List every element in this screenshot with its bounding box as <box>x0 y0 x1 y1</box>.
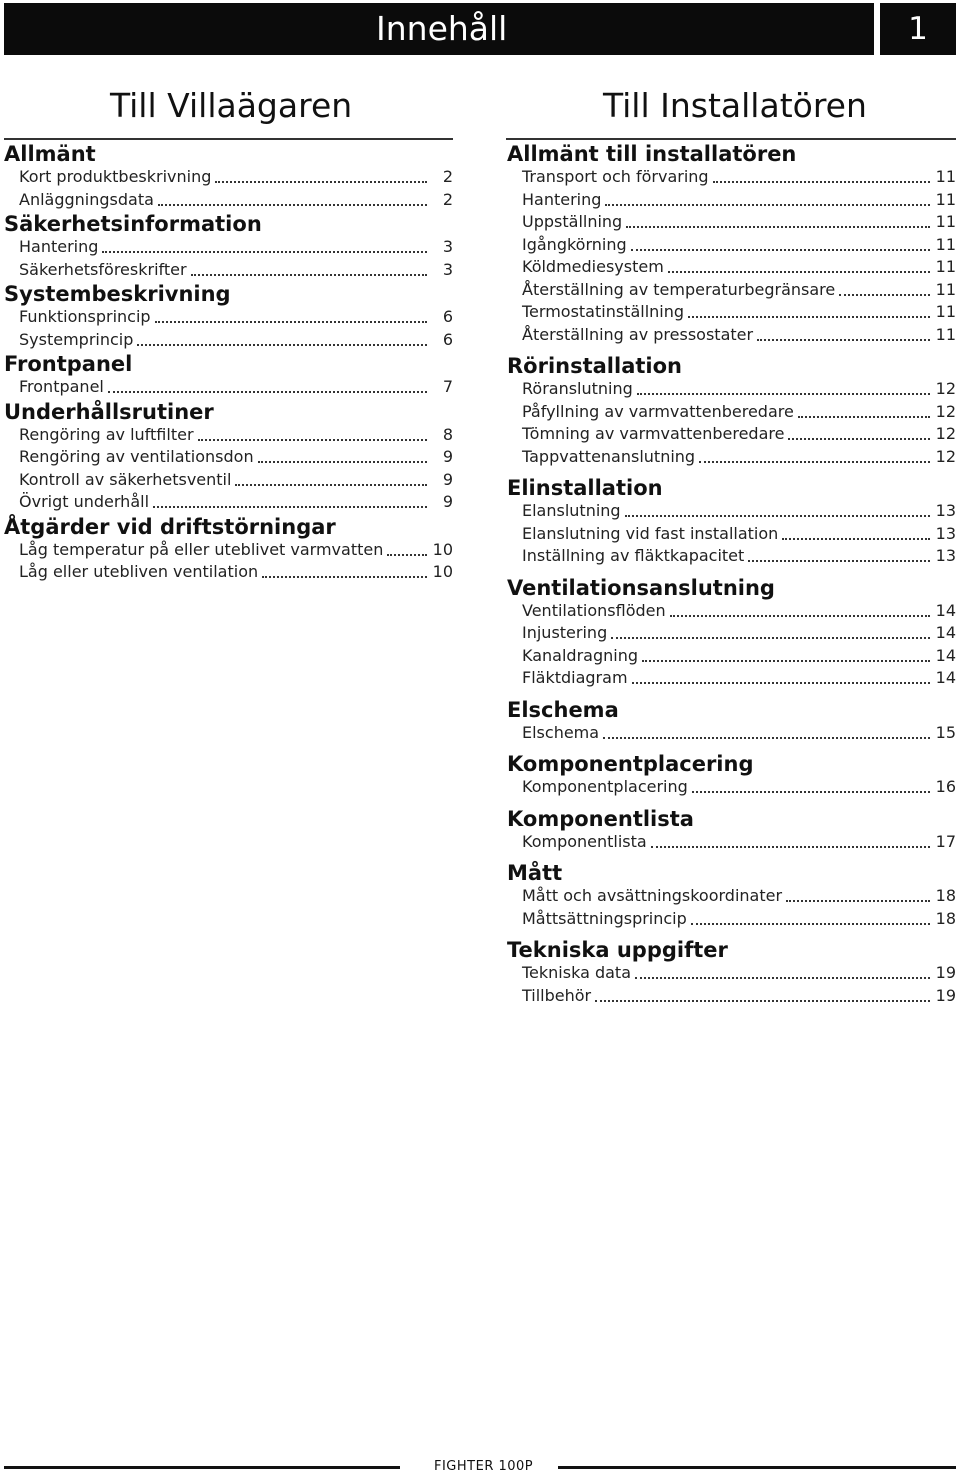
toc-entry-label: Måttsättningsprincip <box>522 908 687 928</box>
section-heading-elschema: Elschema <box>507 697 619 722</box>
toc-entry[interactable] <box>522 831 956 853</box>
toc-entry-label: Frontpanel <box>19 377 104 396</box>
toc-entry[interactable] <box>522 645 956 667</box>
dot-leader <box>155 321 427 323</box>
toc-entry-page: 3 <box>442 237 453 256</box>
toc-entry-page: 14 <box>935 600 956 620</box>
toc-entry[interactable] <box>522 189 956 211</box>
dot-leader <box>688 316 930 318</box>
toc-entry-page: 18 <box>935 886 956 905</box>
toc-entry-label: Hantering <box>522 189 602 209</box>
dot-leader <box>691 923 930 925</box>
dot-leader <box>108 391 427 393</box>
toc-entry-page: 12 <box>935 379 956 398</box>
toc-entry-page: 19 <box>935 985 956 1005</box>
dot-leader <box>603 737 930 739</box>
toc-entry-page: 12 <box>935 401 956 421</box>
toc-entry-label: Låg eller utebliven ventilation <box>19 562 259 581</box>
toc-entry-label: Tappvattenanslutning <box>522 446 696 466</box>
dot-leader <box>642 660 930 662</box>
dot-leader <box>262 576 427 578</box>
toc-entry-page: 14 <box>935 668 956 687</box>
dot-leader <box>798 416 930 418</box>
toc-entry[interactable] <box>522 962 956 984</box>
section-heading-allmant: Allmänt <box>4 142 96 166</box>
toc-entry-page: 2 <box>442 167 453 186</box>
toc-entry-label: Transport och förvaring <box>522 167 709 186</box>
dot-leader <box>605 204 930 206</box>
toc-entry[interactable] <box>522 378 956 400</box>
toc-entry-page: 6 <box>442 329 453 349</box>
dot-leader <box>595 1000 930 1002</box>
toc-entry[interactable] <box>19 561 453 583</box>
toc-entry-page: 16 <box>935 777 956 796</box>
toc-entry-label: Systemprincip <box>19 329 134 349</box>
toc-entry[interactable] <box>19 446 453 468</box>
toc-entry-label: Kontroll av säkerhetsventil <box>19 469 232 489</box>
toc-entry[interactable] <box>522 401 956 423</box>
toc-entry-page: 11 <box>935 302 956 321</box>
toc-entry[interactable] <box>522 600 956 622</box>
toc-entry[interactable] <box>19 469 453 491</box>
toc-entry-page: 11 <box>935 257 956 276</box>
dot-leader <box>839 294 930 296</box>
toc-entry[interactable] <box>19 306 453 328</box>
header-bar <box>4 3 874 55</box>
dot-leader <box>782 538 930 540</box>
dot-leader <box>692 791 930 793</box>
toc-entry[interactable] <box>19 376 453 398</box>
toc-entry[interactable] <box>522 545 956 567</box>
toc-entry[interactable] <box>522 234 956 256</box>
toc-entry-label: Övrigt underhåll <box>19 492 150 511</box>
section-heading-rorinstallation: Rörinstallation <box>507 354 682 378</box>
dot-leader <box>637 393 930 395</box>
left-column-rule <box>4 138 453 140</box>
dot-leader <box>235 484 427 486</box>
section-heading-tekniska-uppgifter: Tekniska uppgifter <box>507 938 728 962</box>
toc-entry-label: Elschema <box>522 722 600 742</box>
toc-entry-label: Kanaldragning <box>522 645 638 665</box>
toc-entry[interactable] <box>522 776 956 798</box>
toc-entry-label: Elanslutning vid fast installation <box>522 523 779 543</box>
toc-entry[interactable] <box>522 985 956 1007</box>
footer-product-name: FIGHTER 100P <box>434 1459 534 1474</box>
toc-entry-page: 14 <box>935 623 956 642</box>
toc-entry[interactable] <box>19 259 453 281</box>
toc-entry-label: Injustering <box>522 623 608 642</box>
dot-leader <box>713 181 930 183</box>
toc-entry-page: 11 <box>935 234 956 254</box>
dot-leader <box>651 846 930 848</box>
dot-leader <box>611 637 930 639</box>
toc-entry-label: Elanslutning <box>522 501 621 520</box>
toc-entry[interactable] <box>522 885 956 907</box>
toc-entry-page: 10 <box>432 539 453 559</box>
toc-entry[interactable] <box>522 256 956 278</box>
dot-leader <box>699 461 930 463</box>
toc-entry-page: 11 <box>935 212 956 231</box>
toc-entry[interactable] <box>19 166 453 188</box>
section-heading-sakerhetsinformation: Säkerhetsinformation <box>4 212 262 236</box>
dot-leader <box>387 554 427 556</box>
toc-entry[interactable] <box>522 622 956 644</box>
toc-entry-label: Tekniska data <box>522 963 631 982</box>
dot-leader <box>153 506 427 508</box>
toc-entry-label: Igångkörning <box>522 234 627 254</box>
toc-entry[interactable] <box>522 324 956 346</box>
toc-entry[interactable] <box>522 908 956 930</box>
dot-leader <box>668 271 930 273</box>
toc-entry-label: Tömning av varmvattenberedare <box>522 424 785 443</box>
toc-entry-label: Tillbehör <box>522 985 592 1005</box>
page-number: 1 <box>880 3 956 55</box>
toc-entry-page: 13 <box>935 546 956 565</box>
toc-entry-label: Mått och avsättningskoordinater <box>522 886 783 905</box>
section-heading-frontpanel: Frontpanel <box>4 352 133 376</box>
toc-entry-label: Säkerhetsföreskrifter <box>19 259 187 279</box>
right-column-title: Till Installatören <box>603 86 867 125</box>
dot-leader <box>786 900 930 902</box>
dot-leader <box>215 181 427 183</box>
right-column-rule <box>506 138 956 140</box>
toc-entry-page: 13 <box>935 501 956 520</box>
toc-entry-label: Funktionsprincip <box>19 307 151 326</box>
toc-entry-label: Återställning av pressostater <box>522 324 754 344</box>
toc-entry-page: 9 <box>442 469 453 489</box>
dot-leader <box>635 977 930 979</box>
toc-entry-label: Komponentplacering <box>522 777 688 796</box>
toc-entry-page: 9 <box>442 492 453 511</box>
toc-entry-page: 9 <box>442 447 453 466</box>
dot-leader <box>748 560 930 562</box>
toc-entry[interactable] <box>522 211 956 233</box>
dot-leader <box>158 204 427 206</box>
toc-entry-label: Anläggningsdata <box>19 189 154 209</box>
section-heading-matt: Mått <box>507 861 563 885</box>
toc-entry-label: Låg temperatur på eller uteblivet varmvatten <box>19 539 384 559</box>
toc-entry-label: Termostatinställning <box>522 302 685 321</box>
toc-entry[interactable] <box>19 539 453 561</box>
footer-rule-left <box>4 1466 400 1469</box>
toc-entry[interactable] <box>522 500 956 522</box>
toc-entry-page: 12 <box>935 446 956 466</box>
toc-entry-page: 12 <box>935 424 956 443</box>
page-title: Innehåll <box>376 9 508 48</box>
toc-entry-page: 17 <box>935 831 956 851</box>
toc-entry-page: 15 <box>935 722 956 742</box>
toc-entry-label: Påfyllning av varmvattenberedare <box>522 401 794 421</box>
section-heading-allmant-till-installatoren: Allmänt till installatören <box>507 142 797 166</box>
toc-entry-page: 19 <box>935 963 956 982</box>
dot-leader <box>757 339 930 341</box>
toc-entry[interactable] <box>522 523 956 545</box>
toc-entry-page: 7 <box>442 377 453 396</box>
toc-entry-label: Ventilationsflöden <box>522 600 666 620</box>
dot-leader <box>788 438 930 440</box>
dot-leader <box>626 226 930 228</box>
toc-entry-page: 11 <box>935 189 956 209</box>
toc-entry[interactable] <box>522 722 956 744</box>
section-heading-komponentplacering: Komponentplacering <box>507 752 754 776</box>
toc-entry[interactable] <box>522 166 956 188</box>
toc-entry[interactable] <box>19 491 453 513</box>
toc-entry[interactable] <box>522 301 956 323</box>
dot-leader <box>102 251 427 253</box>
dot-leader <box>137 344 427 346</box>
toc-entry[interactable] <box>19 424 453 446</box>
toc-entry-page: 13 <box>935 523 956 543</box>
toc-entry-page: 6 <box>442 307 453 326</box>
toc-entry-page: 11 <box>935 167 956 186</box>
section-heading-underhallsrutiner: Underhållsrutiner <box>4 399 214 424</box>
section-heading-atgarder-vid-driftstorningar: Åtgärder vid driftstörningar <box>4 514 336 539</box>
toc-entry-page: 14 <box>935 645 956 665</box>
toc-entry-page: 10 <box>432 562 453 581</box>
toc-entry[interactable] <box>522 423 956 445</box>
toc-entry-label: Uppställning <box>522 212 623 231</box>
toc-entry-label: Kort produktbeskrivning <box>19 167 212 186</box>
toc-entry[interactable] <box>522 446 956 468</box>
toc-entry-label: Inställning av fläktkapacitet <box>522 546 745 565</box>
left-column-title: Till Villaägaren <box>110 86 353 125</box>
toc-entry-label: Komponentlista <box>522 831 647 851</box>
toc-entry-label: Köldmediesystem <box>522 257 664 276</box>
toc-entry[interactable] <box>19 236 453 258</box>
toc-entry-page: 18 <box>935 908 956 928</box>
section-heading-ventilationsanslutning: Ventilationsanslutning <box>507 575 775 600</box>
dot-leader <box>670 615 930 617</box>
toc-entry-label: Rengöring av ventilationsdon <box>19 447 254 466</box>
toc-entry[interactable] <box>19 329 453 351</box>
section-heading-elinstallation: Elinstallation <box>507 476 663 500</box>
dot-leader <box>191 274 427 276</box>
toc-entry-page: 8 <box>442 424 453 444</box>
toc-entry-label: Återställning av temperaturbegränsare <box>522 279 836 299</box>
dot-leader <box>258 461 427 463</box>
toc-entry-label: Hantering <box>19 237 99 256</box>
footer-rule-right <box>558 1466 956 1469</box>
toc-entry[interactable] <box>19 189 453 211</box>
toc-entry-label: Rengöring av luftfilter <box>19 424 194 444</box>
toc-entry-page: 3 <box>442 259 453 279</box>
section-heading-systembeskrivning: Systembeskrivning <box>4 282 231 306</box>
dot-leader <box>631 249 930 251</box>
toc-entry[interactable] <box>522 667 956 689</box>
toc-entry-label: Fläktdiagram <box>522 668 628 687</box>
section-heading-komponentlista: Komponentlista <box>507 806 694 831</box>
dot-leader <box>198 439 427 441</box>
toc-entry[interactable] <box>522 279 956 301</box>
dot-leader <box>632 682 930 684</box>
dot-leader <box>625 515 930 517</box>
toc-entry-page: 11 <box>935 279 956 299</box>
toc-entry-page: 2 <box>442 189 453 209</box>
toc-entry-page: 11 <box>935 324 956 344</box>
toc-entry-label: Röranslutning <box>522 379 633 398</box>
